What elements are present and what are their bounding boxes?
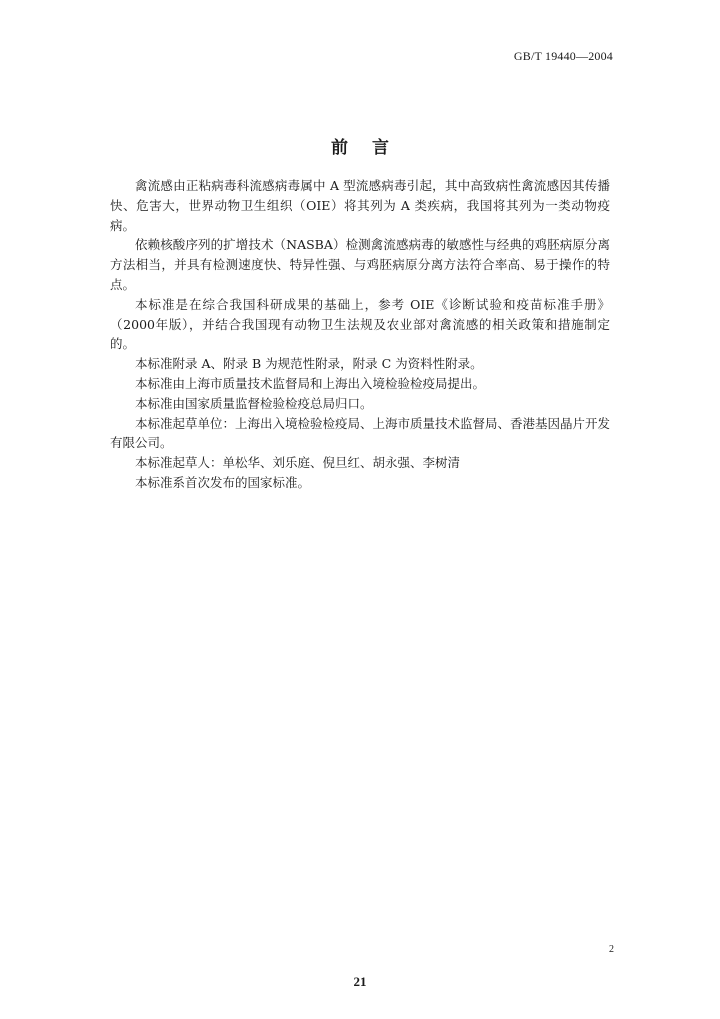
paragraph-centralized-by: 本标准由国家质量监督检验检疫总局归口。 <box>135 395 373 411</box>
paragraph-basis: 本标准是在综合我国科研成果的基础上，参考 OIE《诊断试验和疫苗标准手册》（2000年版），并结合我国现有动物卫生法规及农业部对禽流感的相关政策和措施制定的。 <box>110 296 610 352</box>
paragraph-drafters: 本标准起草人：单松华、刘乐庭、倪旦红、胡永强、李树清 <box>135 455 461 471</box>
paragraph-drafting-units: 本标准起草单位：上海出入境检验检疫局、上海市质量技术监督局、香港基因晶片开发有限公司。 <box>110 415 611 451</box>
page-number: 21 <box>353 974 367 989</box>
roman-page-number: 2 <box>609 944 614 955</box>
paragraph-nasba-method: 依赖核酸序列的扩增技术（NASBA）检测禽流感病毒的敏感性与经典的鸡胚病原分离方法相当，并具有检测速度快、特异性强、与鸡胚病原分离方法符合率高、易于操作的特点。 <box>110 237 610 292</box>
paragraph-proposed-by: 本标准由上海市质量技术监督局和上海出入境检验检疫局提出。 <box>135 375 486 391</box>
document-standard-id: GB/T 19440—2004 <box>513 49 613 63</box>
foreword-body <box>110 176 610 493</box>
paragraph-appendices: 本标准附录 A、附录 B 为规范性附录，附录 C 为资料性附录。 <box>135 356 483 372</box>
page-title: 前言 <box>331 138 413 158</box>
paragraph-first-release: 本标准系首次发布的国家标准。 <box>135 474 311 490</box>
paragraph-avian-influenza-intro: 禽流感由正粘病毒科流感病毒属中 A 型流感病毒引起，其中高致病性禽流感因其传播快、危害大，世界动物卫生组织（OIE）将其列为 A 类疾病，我国将其列为一类动物疫病。 <box>110 178 610 233</box>
